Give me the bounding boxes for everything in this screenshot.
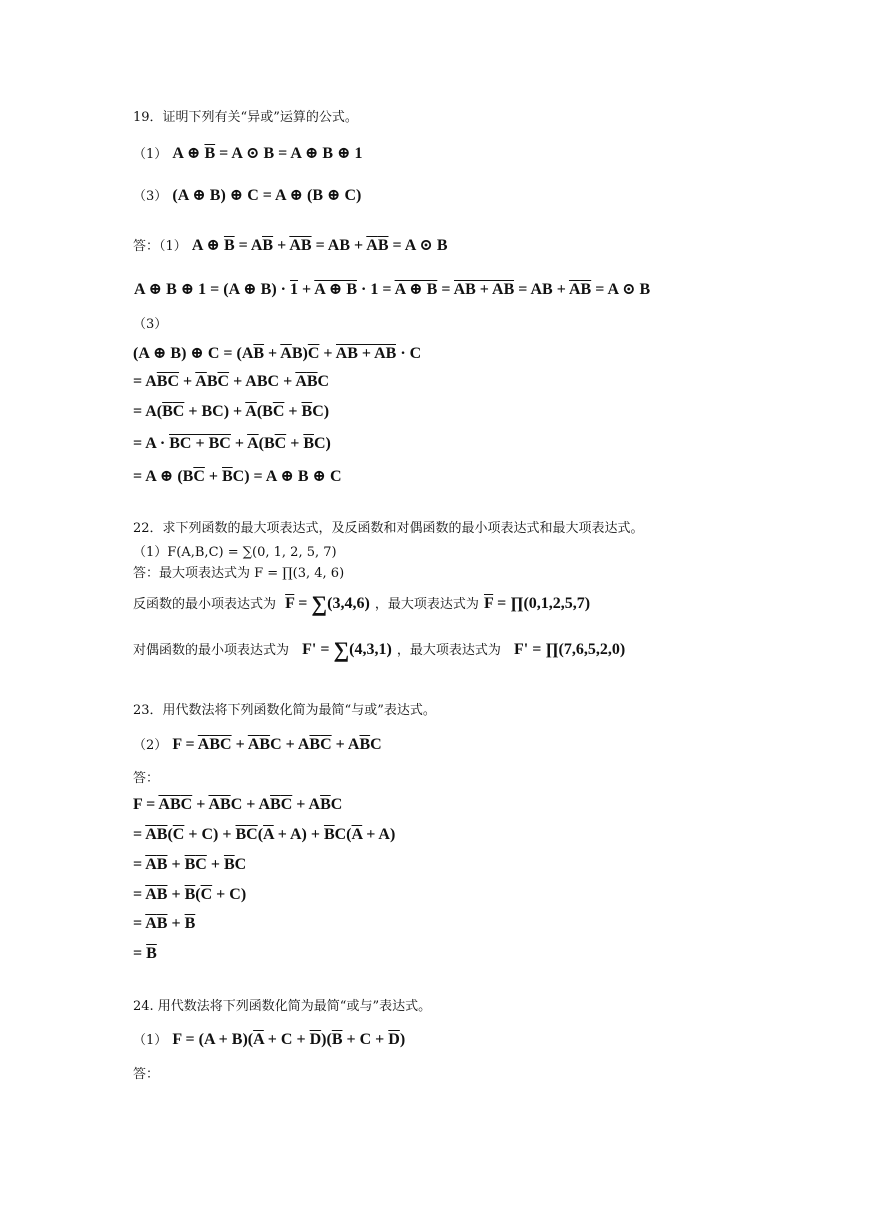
q19-part3-label: （3） bbox=[133, 189, 168, 204]
q23-derivation-line-2: = $\overline{A}\overline{B}(\overline{C} + C) + \overline{B}\overline{C}(\overline{A} + A) + \overline{B}C(\overline{A} + A)$ bbox=[133, 826, 396, 843]
q23-derivation-line-5: = $\overline{A}\overline{B} + \overline{B}$ bbox=[133, 915, 196, 932]
q19-formula-3: （3） (A ⊕ B) ⊕ C = A ⊕ (B ⊕ C) bbox=[133, 187, 362, 204]
q22-inv-min-label: 反函数的最小项表达式为 bbox=[133, 597, 277, 612]
q22-inv-max-label: ，最大项表达式为 bbox=[374, 597, 479, 612]
q23-formula: （2） $F = \overline{A}\overline{B}\overline{C} + \overline{A}\overline{B}C + A\overline{B}\overline{C} + A\overline{B}C$ bbox=[133, 736, 382, 753]
q22-dual-max-label: ，最大项表达式为 bbox=[396, 643, 501, 658]
q23-derivation-line-6: = $\overline{B}$ bbox=[133, 945, 157, 962]
q23-title: 23．用代数法将下列函数化简为最简“与或”表达式。 bbox=[133, 703, 436, 718]
q19-part1-label: （1） bbox=[133, 147, 168, 162]
q19-answer-1: 答：（1） A ⊕ $\overline{B} = A\overline{B} + \overline{AB}$ = AB + $\overline{A}\overline{B} = A$ ⊙ B bbox=[133, 237, 448, 254]
q19-derivation-line-5: = A ⊕ $(B\overline{C} + \overline{B}C) = A$ ⊕ B ⊕ C bbox=[133, 468, 342, 485]
q22-dual-min-label: 对偶函数的最小项表达式为 bbox=[133, 643, 290, 658]
q19-answer-1b: A ⊕ B ⊕ 1 = (A ⊕ B) · 1 + A ⊕ B · 1 = A ⊕ $B = A\overline{B} + \overline{A}B$ = AB + $\overline{A}\overline{B} = A$ ⊙ B bbox=[134, 281, 651, 298]
q24-part1-label: （1） bbox=[133, 1033, 168, 1048]
q19-derivation-line-3: = $A(\overline{B}\overline{C} + BC) + \overline{A}(B\overline{C} + \overline{B}C)$ bbox=[133, 403, 330, 420]
q22-part1: （1）F(A,B,C) = ∑(0, 1, 2, 5, 7) bbox=[133, 545, 337, 560]
q23-derivation-line-1: $F = \overline{A}\overline{B}\overline{C} + \overline{A}\overline{B}C + A\overline{B}\overline{C} + A\overline{B}C$ bbox=[133, 796, 343, 813]
q24-title: 24. 用代数法将下列函数化简为最简“或与”表达式。 bbox=[133, 999, 432, 1014]
q23-derivation-line-3: = $\overline{A}\overline{B} + \overline{B}\overline{C} + \overline{B}C$ bbox=[133, 856, 247, 873]
q19-derivation-line-1: (A ⊕ B) ⊕ $C = (A\overline{B} + \overline{A}B)\overline{C} + A\overline{B} + \overline{A}B \cdot C$ bbox=[133, 345, 422, 362]
q19-derivation-line-2: = $A\overline{B}\overline{C} + \overline{A}B\overline{C}$ + ABC + $\overline{A}\overline{B}C$ bbox=[133, 373, 330, 390]
q19-derivation-line-4: = $A \cdot B\overline{C} + \overline{B}C + \overline{A}(B\overline{C} + \overline{B}C)$ bbox=[133, 435, 331, 452]
q23-part2-label: （2） bbox=[133, 738, 168, 753]
q19-answer-label: 答：（1） bbox=[133, 239, 187, 254]
q19-formula-1: （1） A ⊕ $\overline{B} = A$ ⊙ B = A ⊕ B ⊕ 1 bbox=[133, 145, 363, 162]
q19-title: 19．证明下列有关“异或”运算的公式。 bbox=[133, 110, 358, 125]
q22-inverse-line: 反函数的最小项表达式为 $\overline{F} = \sum(3,4,6)$ ，最大项表达式为 $\overline{F}$ = ∏(0,1,2,5,7) bbox=[133, 591, 591, 616]
q19-part3-answer-label: （3） bbox=[133, 317, 168, 332]
q24-formula: （1） $F = (A + B)(\overline{A} + C + \overline{D})(\overline{B} + C + \overline{D})$ bbox=[133, 1031, 406, 1048]
q23-answer-label: 答： bbox=[133, 771, 160, 786]
q22-title: 22．求下列函数的最大项表达式，及反函数和对偶函数的最小项表达式和最大项表达式。 bbox=[133, 521, 644, 536]
q23-derivation-line-4: = $\overline{A}\overline{B} + \overline{B}(\overline{C} + C)$ bbox=[133, 886, 247, 903]
q24-answer-label: 答： bbox=[133, 1067, 160, 1082]
q22-answer: 答：最大项表达式为 F = ∏(3, 4, 6) bbox=[133, 566, 345, 581]
q22-dual-line: 对偶函数的最小项表达式为 F' = ∑(4,3,1) ，最大项表达式为 F' = ∏(7,6,5,2,0) bbox=[133, 637, 626, 662]
